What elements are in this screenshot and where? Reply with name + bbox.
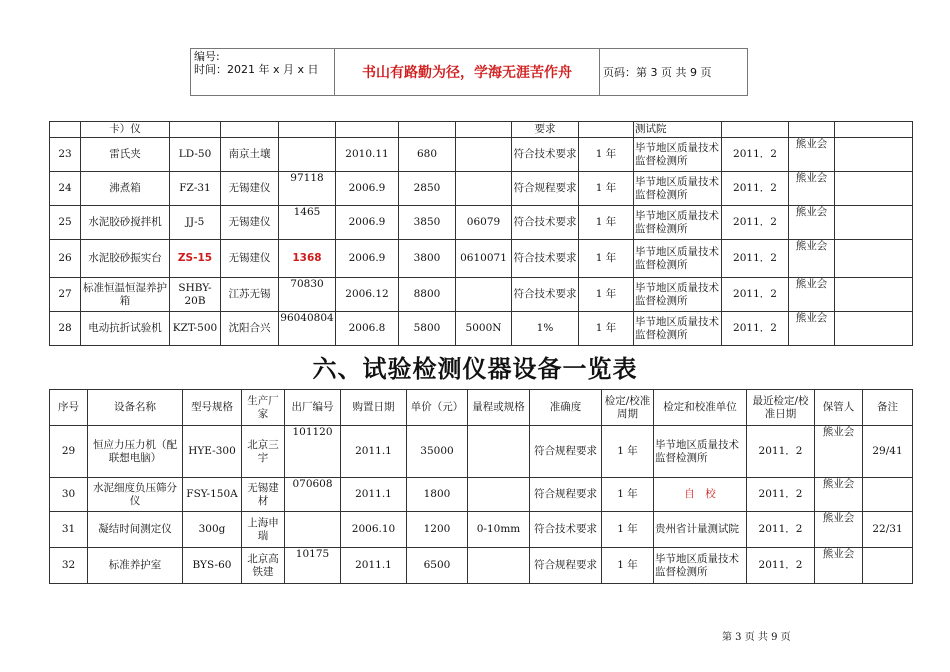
table-row bbox=[50, 138, 913, 172]
cell-range: 5000N bbox=[456, 312, 512, 346]
cell-unit: 自 校 bbox=[654, 478, 747, 512]
cell-range bbox=[456, 138, 512, 172]
cell-note bbox=[835, 172, 913, 206]
cell-price: 1800 bbox=[407, 478, 468, 512]
cell-unit: 毕节地区质量技术监督检测所 bbox=[634, 138, 722, 172]
cell-period: 1 年 bbox=[602, 512, 654, 548]
cell-name: 标准养护室 bbox=[88, 548, 183, 584]
cell-serial: 1368 bbox=[279, 240, 336, 278]
section-title: 六、试验检测仪器设备一览表 bbox=[312, 354, 638, 383]
cell-period: 1 年 bbox=[579, 138, 634, 172]
cell-date: 2006.12 bbox=[336, 278, 399, 312]
cont-req: 要求 bbox=[512, 122, 579, 138]
cell-keeper: 熊业会 bbox=[815, 548, 863, 584]
cell-keeper: 熊业会 bbox=[789, 312, 835, 346]
column-header: 备注 bbox=[863, 390, 913, 426]
cell-accuracy: 1% bbox=[512, 312, 579, 346]
time-label: 时间：2021 年 x 月 x 日 bbox=[194, 63, 319, 76]
cell-no: 24 bbox=[50, 172, 81, 206]
table-row bbox=[50, 122, 913, 138]
cell-date: 2006.10 bbox=[341, 512, 407, 548]
cell-keeper: 熊业会 bbox=[789, 240, 835, 278]
cell-recent: 2011．2 bbox=[722, 278, 789, 312]
cell-date: 2006.8 bbox=[336, 312, 399, 346]
cell-period: 1 年 bbox=[579, 172, 634, 206]
cell-recent: 2011．2 bbox=[747, 426, 815, 478]
cell-model: HYE-300 bbox=[183, 426, 242, 478]
cell-recent: 2011．2 bbox=[722, 240, 789, 278]
cell-no: 32 bbox=[50, 548, 88, 584]
cell-date: 2011.1 bbox=[341, 548, 407, 584]
cell-price: 6500 bbox=[407, 548, 468, 584]
cell-model: BYS-60 bbox=[183, 548, 242, 584]
cell-name: 水泥胶砂振实台 bbox=[81, 240, 170, 278]
cell-recent: 2011．2 bbox=[747, 548, 815, 584]
cell-range bbox=[468, 548, 530, 584]
cell-unit: 毕节地区质量技术监督检测所 bbox=[634, 206, 722, 240]
cell-recent: 2011．2 bbox=[722, 312, 789, 346]
cell-keeper: 熊业会 bbox=[815, 512, 863, 548]
cell-maker: 无锡建仪 bbox=[221, 172, 279, 206]
cell-note: 29/41 bbox=[863, 426, 913, 478]
cell-maker: 无锡建仪 bbox=[221, 206, 279, 240]
cell-no: 30 bbox=[50, 478, 88, 512]
cell-serial: 96040804 bbox=[279, 312, 336, 346]
column-header: 最近检定/校准日期 bbox=[747, 390, 815, 426]
cell-no: 27 bbox=[50, 278, 81, 312]
table-row bbox=[50, 240, 913, 278]
number-label: 编号: bbox=[194, 50, 220, 63]
table-header-row bbox=[50, 390, 913, 426]
cell-keeper: 熊业会 bbox=[789, 206, 835, 240]
cell-serial: 97118 bbox=[279, 172, 336, 206]
cell-keeper: 熊业会 bbox=[789, 278, 835, 312]
header-page-label: 页码：第 3 页 共 9 页 bbox=[600, 49, 748, 96]
table-row bbox=[50, 548, 913, 584]
cell-date: 2006.9 bbox=[336, 240, 399, 278]
cell-period: 1 年 bbox=[579, 240, 634, 278]
cell-name: 标准恒温恒湿养护箱 bbox=[81, 278, 170, 312]
cell-range: 06079 bbox=[456, 206, 512, 240]
cell-maker: 沈阳合兴 bbox=[221, 312, 279, 346]
cell-serial: 101120 bbox=[285, 426, 341, 478]
cell-maker: 无锡建材 bbox=[242, 478, 285, 512]
table-row bbox=[50, 512, 913, 548]
header-meta bbox=[191, 49, 335, 96]
cell-range bbox=[456, 172, 512, 206]
header-motto: 书山有路勤为径，学海无涯苦作舟 bbox=[335, 49, 600, 96]
cell-recent: 2011．2 bbox=[722, 172, 789, 206]
cell-period: 1 年 bbox=[579, 312, 634, 346]
cell-unit: 毕节地区质量技术监督检测所 bbox=[634, 312, 722, 346]
main-equipment-table bbox=[49, 389, 913, 584]
column-header: 单价（元） bbox=[407, 390, 468, 426]
cell-price: 1200 bbox=[407, 512, 468, 548]
cell-period: 1 年 bbox=[579, 206, 634, 240]
cell-accuracy: 符合规程要求 bbox=[530, 426, 602, 478]
cell-keeper: 熊业会 bbox=[815, 426, 863, 478]
cell-price: 35000 bbox=[407, 426, 468, 478]
cell-accuracy: 符合规程要求 bbox=[530, 548, 602, 584]
cell-note bbox=[835, 206, 913, 240]
cell-model: ZS-15 bbox=[170, 240, 221, 278]
cell-no: 31 bbox=[50, 512, 88, 548]
cell-unit: 毕节地区质量技术监督检测所 bbox=[634, 240, 722, 278]
column-header: 型号规格 bbox=[183, 390, 242, 426]
cell-date: 2011.1 bbox=[341, 478, 407, 512]
table-row bbox=[50, 172, 913, 206]
cell-price: 3800 bbox=[399, 240, 456, 278]
cell-no: 29 bbox=[50, 426, 88, 478]
cell-model: FSY-150A bbox=[183, 478, 242, 512]
cell-price: 5800 bbox=[399, 312, 456, 346]
cell-serial: 70830 bbox=[279, 278, 336, 312]
cell-period: 1 年 bbox=[602, 548, 654, 584]
cell-range bbox=[456, 278, 512, 312]
cont-name: 卡）仪 bbox=[81, 122, 170, 138]
cell-note bbox=[835, 138, 913, 172]
cell-name: 水泥细度负压筛分仪 bbox=[88, 478, 183, 512]
cell-price: 3850 bbox=[399, 206, 456, 240]
cell-model: LD-50 bbox=[170, 138, 221, 172]
cell-name: 恒应力压力机（配联想电脑） bbox=[88, 426, 183, 478]
cell-price: 2850 bbox=[399, 172, 456, 206]
cell-note bbox=[863, 478, 913, 512]
cell-unit: 毕节地区质量技术监督检测所 bbox=[634, 278, 722, 312]
cell-keeper: 熊业会 bbox=[815, 478, 863, 512]
cell-date: 2006.9 bbox=[336, 172, 399, 206]
cell-accuracy: 符合技术要求 bbox=[512, 240, 579, 278]
table-row bbox=[50, 278, 913, 312]
cell-range: 0610071 bbox=[456, 240, 512, 278]
cell-maker: 南京土壤 bbox=[221, 138, 279, 172]
cell-period: 1 年 bbox=[602, 478, 654, 512]
cell-note bbox=[835, 278, 913, 312]
column-header: 设备名称 bbox=[88, 390, 183, 426]
cell-model: 300g bbox=[183, 512, 242, 548]
cell-unit: 毕节地区质量技术监督检测所 bbox=[654, 548, 747, 584]
column-header: 量程或规格 bbox=[468, 390, 530, 426]
cell-recent: 2011．2 bbox=[747, 478, 815, 512]
column-header: 生产厂家 bbox=[242, 390, 285, 426]
column-header: 出厂编号 bbox=[285, 390, 341, 426]
column-header: 保管人 bbox=[815, 390, 863, 426]
cell-name: 雷氏夹 bbox=[81, 138, 170, 172]
cell-period: 1 年 bbox=[579, 278, 634, 312]
cell-maker: 上海申瑞 bbox=[242, 512, 285, 548]
table-row bbox=[50, 426, 913, 478]
cell-serial: 1465 bbox=[279, 206, 336, 240]
cell-maker: 北京三宇 bbox=[242, 426, 285, 478]
cell-unit: 毕节地区质量技术监督检测所 bbox=[654, 426, 747, 478]
page-footer: 第 3 页 共 9 页 bbox=[722, 632, 791, 643]
cell-name: 凝结时间测定仪 bbox=[88, 512, 183, 548]
cell-serial bbox=[285, 512, 341, 548]
cell-serial: 070608 bbox=[285, 478, 341, 512]
cell-date: 2010.11 bbox=[336, 138, 399, 172]
cell-model: JJ-5 bbox=[170, 206, 221, 240]
cell-no: 26 bbox=[50, 240, 81, 278]
cell-accuracy: 符合技术要求 bbox=[512, 206, 579, 240]
table-row bbox=[50, 478, 913, 512]
cell-range: 0-10mm bbox=[468, 512, 530, 548]
column-header: 检定和校准单位 bbox=[654, 390, 747, 426]
cell-note bbox=[835, 240, 913, 278]
cell-accuracy: 符合技术要求 bbox=[512, 278, 579, 312]
page-header bbox=[190, 48, 748, 96]
cell-recent: 2011．2 bbox=[747, 512, 815, 548]
cell-maker: 北京高铁建 bbox=[242, 548, 285, 584]
cell-range bbox=[468, 426, 530, 478]
cell-date: 2011.1 bbox=[341, 426, 407, 478]
cell-serial bbox=[279, 138, 336, 172]
cell-note: 22/31 bbox=[863, 512, 913, 548]
column-header: 序号 bbox=[50, 390, 88, 426]
cell-period: 1 年 bbox=[602, 426, 654, 478]
cell-accuracy: 符合技术要求 bbox=[512, 138, 579, 172]
cell-accuracy: 符合规程要求 bbox=[512, 172, 579, 206]
cell-note bbox=[863, 548, 913, 584]
cell-serial: 10175 bbox=[285, 548, 341, 584]
cell-note bbox=[835, 312, 913, 346]
cell-keeper: 熊业会 bbox=[789, 172, 835, 206]
cell-no: 25 bbox=[50, 206, 81, 240]
cell-recent: 2011．2 bbox=[722, 206, 789, 240]
table-row bbox=[50, 312, 913, 346]
cell-name: 水泥胶砂搅拌机 bbox=[81, 206, 170, 240]
cell-accuracy: 符合规程要求 bbox=[530, 478, 602, 512]
cell-no: 23 bbox=[50, 138, 81, 172]
cell-date: 2006.9 bbox=[336, 206, 399, 240]
table-row bbox=[50, 206, 913, 240]
cell-keeper: 熊业会 bbox=[789, 138, 835, 172]
cell-unit: 贵州省计量测试院 bbox=[654, 512, 747, 548]
cell-model: SHBY-20B bbox=[170, 278, 221, 312]
cell-model: KZT-500 bbox=[170, 312, 221, 346]
cell-model: FZ-31 bbox=[170, 172, 221, 206]
cell-price: 8800 bbox=[399, 278, 456, 312]
cell-unit: 毕节地区质量技术监督检测所 bbox=[634, 172, 722, 206]
cell-name: 电动抗折试验机 bbox=[81, 312, 170, 346]
column-header: 检定/校准周期 bbox=[602, 390, 654, 426]
cell-price: 680 bbox=[399, 138, 456, 172]
cont-unit: 测试院 bbox=[634, 122, 722, 138]
cell-no: 28 bbox=[50, 312, 81, 346]
column-header: 购置日期 bbox=[341, 390, 407, 426]
cell-range bbox=[468, 478, 530, 512]
cell-maker: 江苏无锡 bbox=[221, 278, 279, 312]
column-header: 准确度 bbox=[530, 390, 602, 426]
cell-recent: 2011．2 bbox=[722, 138, 789, 172]
top-equipment-table bbox=[49, 121, 913, 346]
cell-name: 沸煮箱 bbox=[81, 172, 170, 206]
cell-maker: 无锡建仪 bbox=[221, 240, 279, 278]
cell-accuracy: 符合技术要求 bbox=[530, 512, 602, 548]
